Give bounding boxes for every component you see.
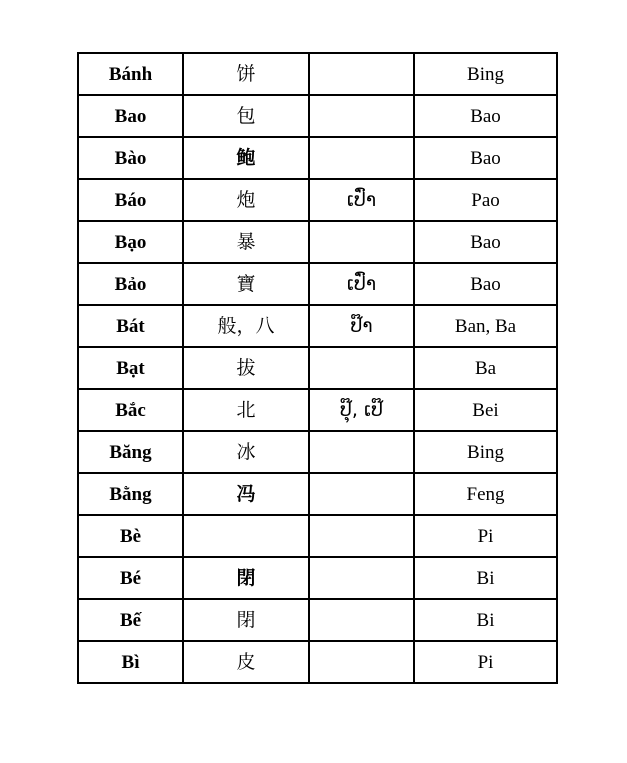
pinyin-cell: Bao <box>414 95 557 137</box>
pinyin-cell: Bao <box>414 263 557 305</box>
pinyin-cell: Pao <box>414 179 557 221</box>
lao-script-cell: ປ໊າ <box>309 305 414 347</box>
vietnamese-word-cell: Bế <box>78 599 183 641</box>
table-row <box>78 515 557 557</box>
vietnamese-word-cell: Bì <box>78 641 183 683</box>
vietnamese-word-cell: Bao <box>78 95 183 137</box>
pinyin-cell: Bei <box>414 389 557 431</box>
table-row <box>78 431 557 473</box>
lao-script-cell <box>309 221 414 263</box>
lao-script-cell: ເປົ່າ <box>309 179 414 221</box>
vietnamese-word-cell: Bảo <box>78 263 183 305</box>
lao-script-cell <box>309 95 414 137</box>
chinese-character-cell: 般，八 <box>183 305 309 347</box>
pinyin-cell: Bing <box>414 53 557 95</box>
lao-script-cell <box>309 557 414 599</box>
lao-script-cell <box>309 641 414 683</box>
table-row <box>78 263 557 305</box>
vietnamese-word-cell: Bắc <box>78 389 183 431</box>
vietnamese-word-cell: Bạt <box>78 347 183 389</box>
chinese-character-cell <box>183 515 309 557</box>
vietnamese-word-cell: Bào <box>78 137 183 179</box>
table-row <box>78 389 557 431</box>
chinese-character-cell: 冯 <box>183 473 309 515</box>
table-row <box>78 221 557 263</box>
table-row <box>78 557 557 599</box>
pinyin-cell: Bao <box>414 137 557 179</box>
chinese-character-cell: 饼 <box>183 53 309 95</box>
pinyin-cell: Bi <box>414 557 557 599</box>
chinese-character-cell: 閉 <box>183 599 309 641</box>
vietnamese-word-cell: Bé <box>78 557 183 599</box>
table-row <box>78 305 557 347</box>
chinese-character-cell: 皮 <box>183 641 309 683</box>
vietnamese-word-cell: Báo <box>78 179 183 221</box>
chinese-character-cell: 炮 <box>183 179 309 221</box>
vietnamese-word-cell: Băng <box>78 431 183 473</box>
chinese-character-cell: 北 <box>183 389 309 431</box>
pinyin-cell: Pi <box>414 641 557 683</box>
vocabulary-table <box>77 52 558 684</box>
pinyin-cell: Feng <box>414 473 557 515</box>
chinese-character-cell: 閉 <box>183 557 309 599</box>
vietnamese-word-cell: Bằng <box>78 473 183 515</box>
lao-script-cell: ປຸ໊, ເປ໊ <box>309 389 414 431</box>
pinyin-cell: Pi <box>414 515 557 557</box>
pinyin-cell: Bing <box>414 431 557 473</box>
table-row <box>78 137 557 179</box>
lao-script-cell <box>309 137 414 179</box>
vietnamese-word-cell: Bát <box>78 305 183 347</box>
lao-script-cell <box>309 599 414 641</box>
pinyin-cell: Bi <box>414 599 557 641</box>
chinese-character-cell: 寶 <box>183 263 309 305</box>
chinese-character-cell: 鲍 <box>183 137 309 179</box>
table-row <box>78 347 557 389</box>
table-row <box>78 95 557 137</box>
table-row <box>78 53 557 95</box>
pinyin-cell: Ba <box>414 347 557 389</box>
lao-script-cell <box>309 473 414 515</box>
table-row <box>78 473 557 515</box>
lao-script-cell <box>309 431 414 473</box>
chinese-character-cell: 暴 <box>183 221 309 263</box>
table-row <box>78 599 557 641</box>
lao-script-cell <box>309 347 414 389</box>
vocabulary-table-body <box>78 53 557 683</box>
table-row <box>78 179 557 221</box>
chinese-character-cell: 冰 <box>183 431 309 473</box>
pinyin-cell: Ban, Ba <box>414 305 557 347</box>
chinese-character-cell: 拔 <box>183 347 309 389</box>
lao-script-cell: ເປົ່າ <box>309 263 414 305</box>
lao-script-cell <box>309 515 414 557</box>
vietnamese-word-cell: Bè <box>78 515 183 557</box>
pinyin-cell: Bao <box>414 221 557 263</box>
table-row <box>78 641 557 683</box>
vietnamese-word-cell: Bạo <box>78 221 183 263</box>
chinese-character-cell: 包 <box>183 95 309 137</box>
vietnamese-word-cell: Bánh <box>78 53 183 95</box>
lao-script-cell <box>309 53 414 95</box>
